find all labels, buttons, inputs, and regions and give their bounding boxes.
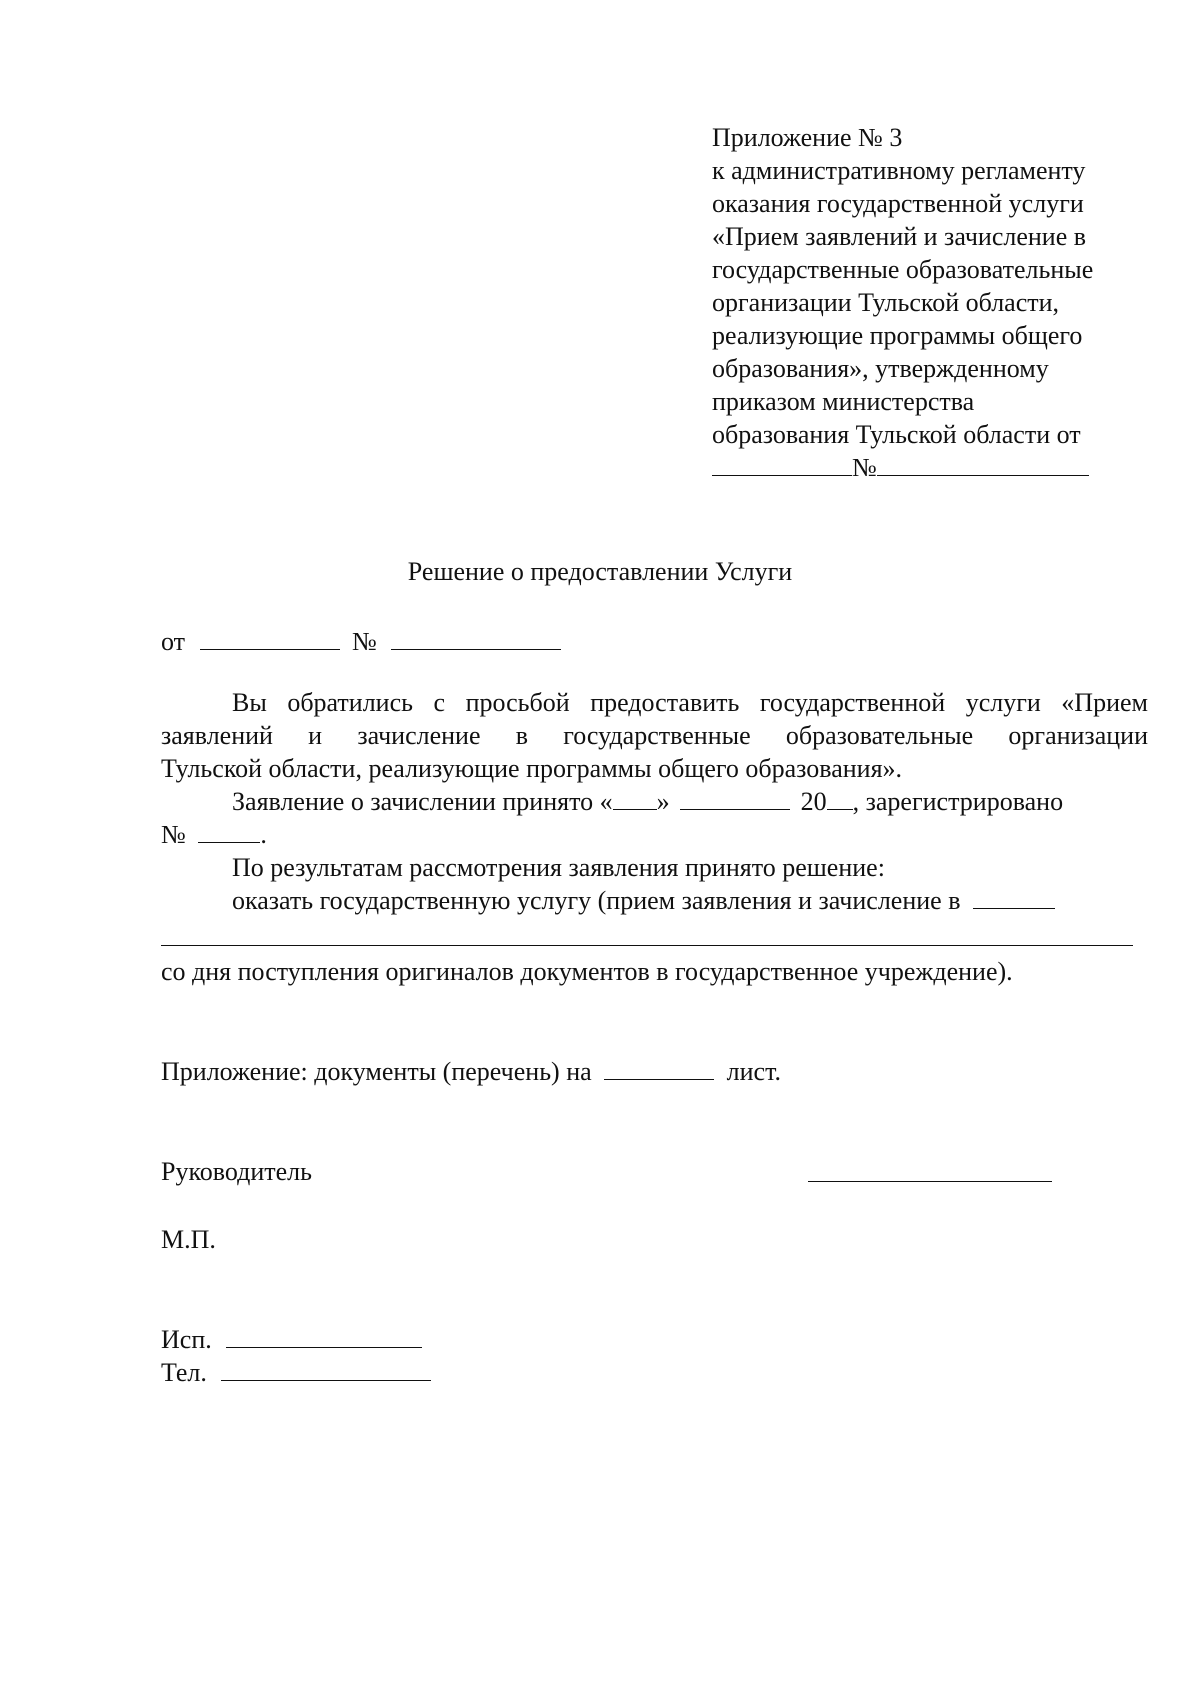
body-line: заявлений и зачисление в государственные образовательные организации	[161, 721, 1148, 750]
registration-number-line	[161, 818, 1148, 851]
year-prefix: 20	[800, 787, 827, 816]
appendix-order-line	[712, 451, 1172, 487]
provide-service-text: оказать государственную услугу (прием заявления и зачисление в	[232, 886, 961, 915]
decision-body	[161, 686, 1148, 917]
appendix-line: Приложение № 3	[712, 123, 903, 152]
decision-date-blank	[200, 625, 340, 650]
appendix-header	[712, 121, 1172, 487]
executor-blank	[226, 1323, 422, 1348]
organization-name-rule	[161, 945, 1133, 946]
head-label: Руководитель	[161, 1157, 312, 1186]
result-line: По результатам рассмотрения заявления принято решение:	[232, 853, 885, 882]
appendix-line: образования Тульской области от	[712, 420, 1081, 449]
organization-blank	[973, 884, 1055, 909]
period: .	[260, 820, 267, 849]
executor-line	[161, 1323, 422, 1356]
decision-date-number-line	[161, 625, 561, 658]
body-line: Вы обратились с просьбой предоставить государственной услуги «Прием	[232, 688, 1148, 717]
appendix-line: приказом министерства	[712, 387, 975, 416]
order-date-blank	[712, 451, 852, 476]
year-blank	[827, 785, 853, 810]
body-line: Тульской области, реализующие программы общего образования».	[161, 754, 903, 783]
day-blank	[613, 785, 657, 810]
appendix-line: образования», утвержденному	[712, 354, 1049, 383]
appendix-line: государственные образовательные	[712, 255, 1094, 284]
stamp-label: М.П.	[161, 1225, 216, 1254]
decision-number-sign: №	[352, 627, 377, 656]
attachment-label: Приложение: документы (перечень) на	[161, 1057, 592, 1086]
appendix-line: оказания государственной услуги	[712, 189, 1084, 218]
registration-number-sign: №	[161, 820, 186, 849]
decision-number-blank	[391, 625, 561, 650]
application-accepted-line	[161, 785, 1148, 818]
phone-blank	[221, 1356, 431, 1381]
attachment-pages-blank	[604, 1055, 714, 1080]
appendix-line: «Прием заявлений и зачисление в	[712, 222, 1087, 251]
phone-label: Тел.	[161, 1358, 207, 1387]
provide-service-line	[161, 884, 1148, 917]
head-signature-blank	[808, 1181, 1052, 1182]
from-label: от	[161, 627, 186, 656]
order-number-sign: №	[852, 453, 877, 482]
month-blank	[680, 785, 790, 810]
document-title: Решение о предоставлении Услуги	[407, 557, 793, 586]
attachment-suffix: лист.	[726, 1057, 782, 1086]
order-number-blank	[877, 451, 1089, 476]
appendix-line: к административному регламенту	[712, 156, 1086, 185]
attachment-line	[161, 1055, 781, 1088]
appendix-line: организации Тульской области,	[712, 288, 1060, 317]
accepted-text: Заявление о зачислении принято «	[232, 787, 613, 816]
executor-label: Исп.	[161, 1325, 212, 1354]
phone-line	[161, 1356, 431, 1389]
quote-close: »	[656, 787, 670, 816]
registration-number-blank	[198, 818, 260, 843]
originals-line: со дня поступления оригиналов документов в государственное учреждение).	[161, 957, 1013, 986]
appendix-line: реализующие программы общего	[712, 321, 1083, 350]
registered-text: , зарегистрировано	[852, 787, 1064, 816]
